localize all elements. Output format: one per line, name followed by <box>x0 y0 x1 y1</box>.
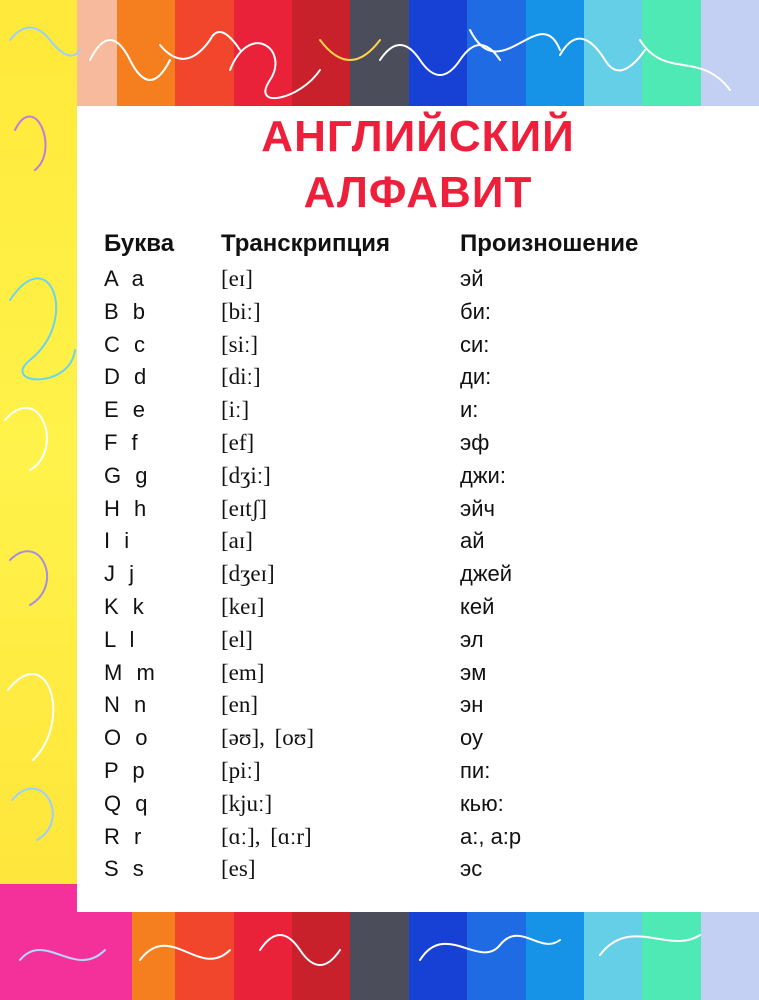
page-title-line-1: АНГЛИЙСКИЙ <box>261 112 575 161</box>
letter-cell: A a <box>104 266 144 291</box>
color-stripe <box>234 0 292 106</box>
transcription-cell: [aɪ] <box>221 528 253 554</box>
pronunciation-cell: ди: <box>460 364 492 390</box>
color-stripe <box>642 0 700 106</box>
transcription-cell: [iː] <box>221 397 250 423</box>
letter-cell: J j <box>104 561 134 587</box>
transcription-cell: [en] <box>221 692 259 718</box>
table-row <box>0 657 759 689</box>
table-row <box>0 624 759 656</box>
color-stripe <box>584 0 642 106</box>
letter-cell: N n <box>104 692 147 718</box>
pronunciation-cell: эйч <box>460 495 495 521</box>
pronunciation-cell: джи: <box>460 462 506 488</box>
transcription-cell: [eɪ] <box>221 266 253 291</box>
transcription-cell: [es] <box>221 856 256 882</box>
color-stripe <box>234 912 292 1000</box>
transcription-cell: [ɑː], [ɑːr] <box>221 823 312 849</box>
letter-cell: S s <box>104 856 144 882</box>
letter-cell: Q q <box>104 790 148 816</box>
color-stripe <box>175 0 233 106</box>
pronunciation-cell: джей <box>460 561 513 587</box>
page-title-line-2: АЛФАВИТ <box>303 168 533 217</box>
transcription-cell: [dʒiː] <box>221 462 271 488</box>
transcription-cell: [piː] <box>221 758 261 783</box>
letter-cell: O o <box>104 725 148 751</box>
table-row <box>0 329 759 361</box>
color-stripe <box>642 912 700 1000</box>
table-row <box>0 296 759 328</box>
pronunciation-cell: эф <box>460 430 490 455</box>
table-row <box>0 263 759 295</box>
pronunciation-cell: а:, а:р <box>460 823 522 849</box>
table-row <box>0 689 759 721</box>
transcription-cell: [diː] <box>221 364 261 390</box>
table-row <box>0 361 759 393</box>
header-transcription: Транскрипция <box>221 230 391 257</box>
table-row <box>0 558 759 590</box>
color-stripe <box>409 0 467 106</box>
transcription-cell: [em] <box>221 659 265 685</box>
table-row <box>0 591 759 623</box>
color-stripe <box>350 912 408 1000</box>
table-row <box>0 460 759 492</box>
pronunciation-cell: эс <box>460 856 483 882</box>
table-row <box>0 525 759 557</box>
pronunciation-cell: эм <box>460 659 487 685</box>
pronunciation-cell: кью: <box>460 790 504 816</box>
transcription-cell: [siː] <box>221 331 259 357</box>
pronunciation-cell: оу <box>460 725 483 751</box>
color-stripe <box>467 0 525 106</box>
transcription-cell: [el] <box>221 626 253 652</box>
transcription-cell: [dʒeɪ] <box>221 561 275 587</box>
pronunciation-cell: эл <box>460 626 484 652</box>
letter-cell: C c <box>104 331 145 357</box>
pronunciation-cell: пи: <box>460 758 491 783</box>
letter-cell: I i <box>104 528 130 554</box>
transcription-cell: [eɪtʃ] <box>221 495 267 521</box>
letter-cell: G g <box>104 462 148 488</box>
table-row <box>0 722 759 754</box>
header-letter: Буква <box>104 230 175 257</box>
pronunciation-cell: би: <box>460 298 492 324</box>
color-stripe <box>467 912 525 1000</box>
letter-cell: K k <box>104 594 144 619</box>
color-stripe <box>292 912 350 1000</box>
color-stripe <box>175 912 233 1000</box>
table-row <box>0 821 759 853</box>
table-row <box>0 755 759 787</box>
letter-cell: P p <box>104 758 145 783</box>
color-stripe <box>526 912 584 1000</box>
transcription-cell: [əʊ], [oʊ] <box>221 725 315 751</box>
pronunciation-cell: ай <box>460 528 485 554</box>
table-row <box>0 394 759 426</box>
pronunciation-cell: кей <box>460 594 495 619</box>
color-stripe <box>701 0 759 106</box>
letter-cell: H h <box>104 495 147 521</box>
letter-cell: M m <box>104 659 155 685</box>
letter-cell: L l <box>104 626 135 652</box>
letter-cell: E e <box>104 397 146 423</box>
table-row <box>0 788 759 820</box>
transcription-cell: [ef] <box>221 430 255 455</box>
color-stripe <box>292 0 350 106</box>
table-row <box>0 427 759 459</box>
color-stripe <box>701 912 759 1000</box>
transcription-cell: [kjuː] <box>221 790 273 816</box>
transcription-cell: [keɪ] <box>221 594 265 619</box>
color-stripe <box>526 0 584 106</box>
color-stripe <box>117 0 175 106</box>
color-stripe <box>584 912 642 1000</box>
header-pronunciation: Произношение <box>460 230 639 257</box>
letter-cell: F f <box>104 430 138 455</box>
transcription-cell: [biː] <box>221 298 261 324</box>
letter-cell: R r <box>104 823 142 849</box>
table-row <box>0 853 759 885</box>
color-stripe <box>350 0 408 106</box>
pronunciation-cell: эй <box>460 266 484 291</box>
letter-cell: D d <box>104 364 147 390</box>
table-row <box>0 493 759 525</box>
pronunciation-cell: и: <box>460 397 479 423</box>
pronunciation-cell: эн <box>460 692 484 718</box>
color-stripe <box>409 912 467 1000</box>
letter-cell: B b <box>104 298 146 324</box>
top-color-stripes <box>0 0 759 106</box>
pronunciation-cell: си: <box>460 331 490 357</box>
